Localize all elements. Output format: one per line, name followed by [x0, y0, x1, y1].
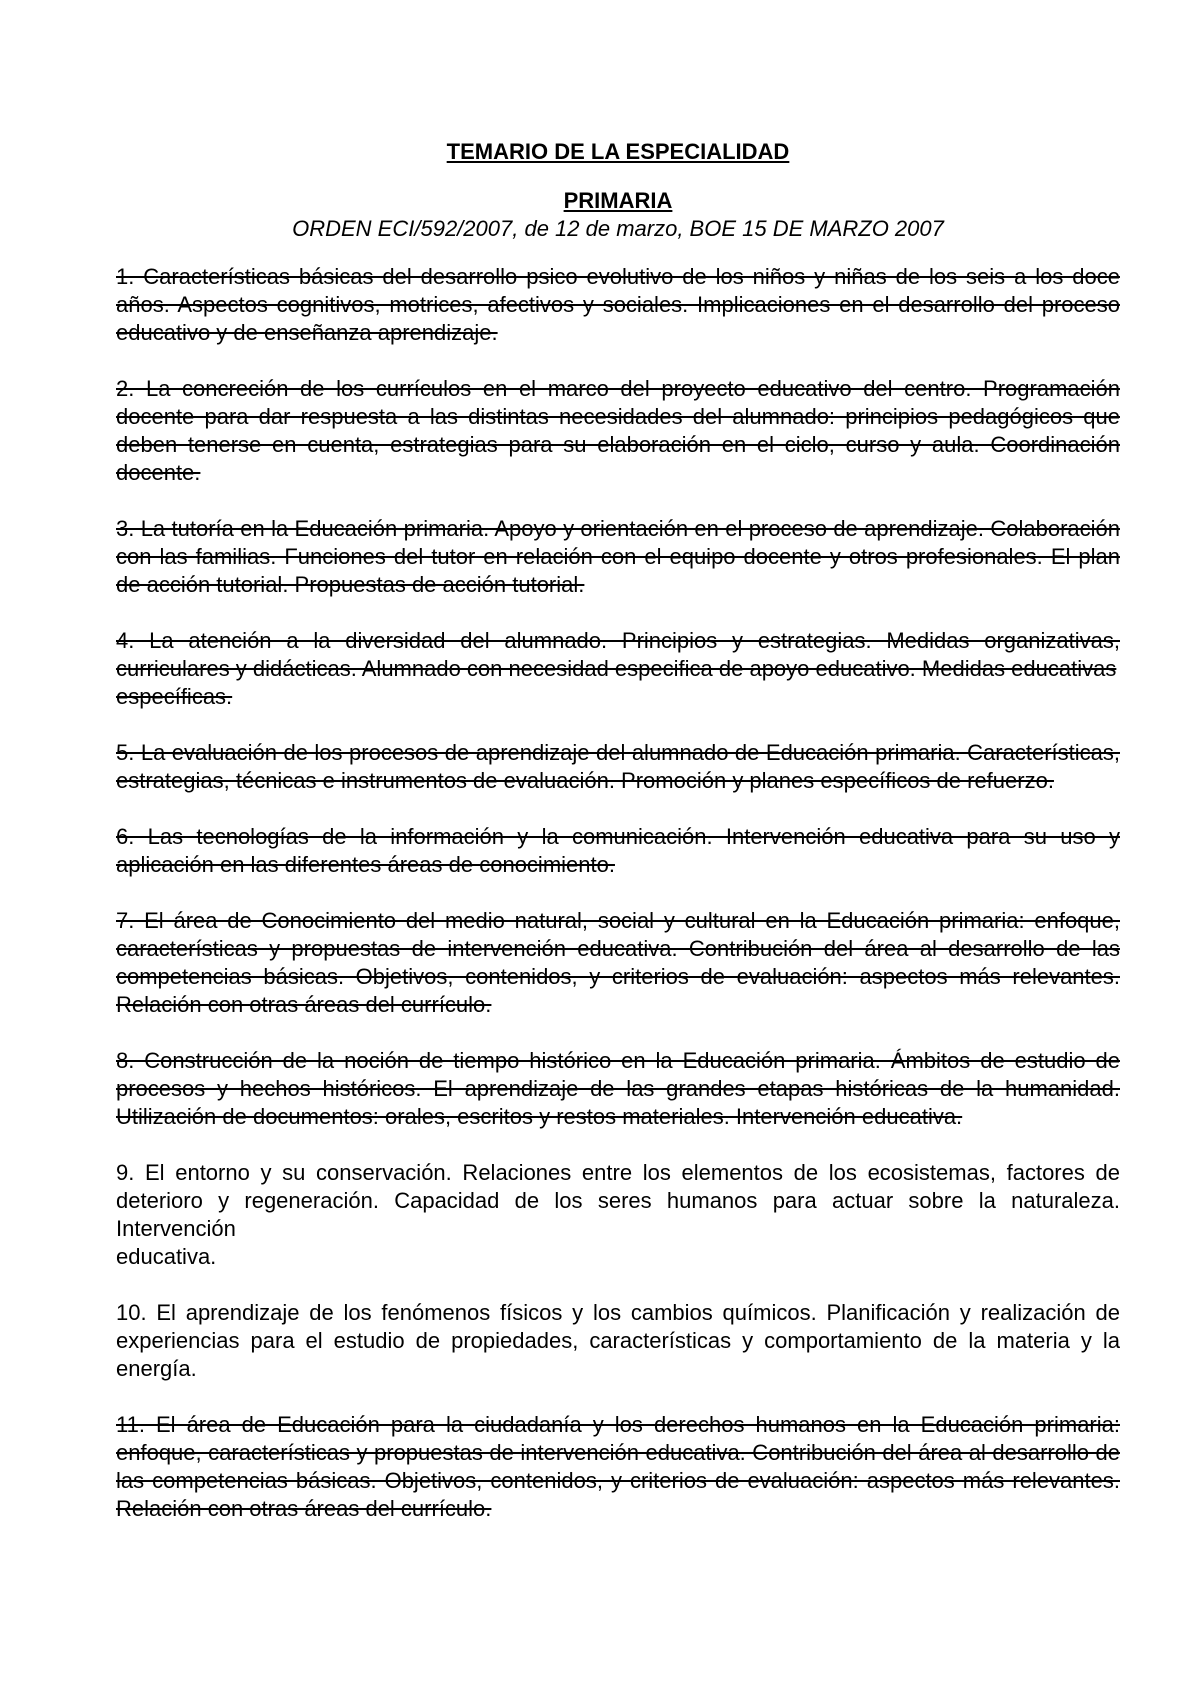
topic-text: 1. Características básicas del desarrollo psico evolutivo de los niños y niñas de los seis a los doce años. Aspectos cognitivos, motrices, afectivos y sociales. Implicaciones en el desarrollo del proceso educativo y de enseñanza aprendizaje. [116, 264, 1120, 345]
topic-6 [116, 823, 1120, 879]
topic-text-continuation: educativa. [116, 1244, 217, 1269]
topic-10 [116, 1299, 1120, 1383]
topic-2 [116, 375, 1120, 487]
topic-8 [116, 1047, 1120, 1131]
topic-text: 4. La atención a la diversidad del alumnado. Principios y estrategias. Medidas organizativas, curriculares y didácticas. Alumnado con necesidad especifica de apoyo educativo. Medidas educativas [116, 628, 1120, 681]
topic-9 [116, 1159, 1120, 1271]
topic-1 [116, 263, 1120, 347]
topic-text: 11. El área de Educación para la ciudadanía y los derechos humanos en la Educación primaria: enfoque, características y propuestas de intervención educativa. Contribución del área al desarrollo de las competencias básicas. Objetivos, contenidos, y criterios de evaluación: aspectos más relevantes. Relación con otras áreas del currículo. [116, 1412, 1120, 1521]
topic-3 [116, 515, 1120, 599]
legal-reference: ORDEN ECI/592/2007, de 12 de marzo, BOE 15 DE MARZO 2007 [292, 216, 944, 241]
document-title: TEMARIO DE LA ESPECIALIDAD [446, 139, 790, 164]
topic-text: 2. La concreción de los currículos en el marco del proyecto educativo del centro. Programación docente para dar respuesta a las distintas necesidades del alumnado: principios pedagógicos que deben tenerse en cuenta, estrategias para su elaboración en el ciclo, curso y aula. Coordinación docente. [116, 376, 1120, 485]
topic-5 [116, 739, 1120, 795]
topic-text: 8. Construcción de la noción de tiempo histórico en la Educación primaria. Ámbitos de estudio de procesos y hechos históricos. El aprendizaje de las grandes etapas históricas de la humanidad. Utilización de documentos: orales, escritos y restos materiales. Intervención educativa. [116, 1048, 1120, 1129]
topic-text: 7. El área de Conocimiento del medio natural, social y cultural en la Educación primaria: enfoque, características y propuestas de intervención educativa. Contribución del área al desarrollo de las competencias básicas. Objetivos, contenidos, y criterios de evaluación: aspectos más relevantes. Relación con otras áreas del currículo. [116, 908, 1120, 1017]
topic-text: 6. Las tecnologías de la información y la comunicación. Intervención educativa para su uso y aplicación en las diferentes áreas de conocimiento. [116, 824, 1120, 877]
topic-text: 3. La tutoría en la Educación primaria. Apoyo y orientación en el proceso de aprendizaje. Colaboración con las familias. Funciones del tutor en relación con el equipo docente y otros profesionales. El plan de acción tutorial. Propuestas de acción tutorial. [116, 516, 1120, 597]
topic-11 [116, 1411, 1120, 1523]
topic-text: 10. El aprendizaje de los fenómenos físicos y los cambios químicos. Planificación y realización de experiencias para el estudio de propiedades, características y comportamiento de la materia y la energía. [116, 1300, 1120, 1381]
topic-text: 5. La evaluación de los procesos de aprendizaje del alumnado de Educación primaria. Características, estrategias, técnicas e instrumentos de evaluación. Promoción y planes específicos de refuerzo. [116, 740, 1120, 793]
document-subtitle: PRIMARIA [563, 188, 673, 213]
topic-4 [116, 627, 1120, 711]
document-body [116, 138, 1120, 1551]
topic-text: 9. El entorno y su conservación. Relaciones entre los elementos de los ecosistemas, factores de deterioro y regeneración. Capacidad de los seres humanos para actuar sobre la naturaleza. Intervención [116, 1160, 1120, 1241]
topic-7 [116, 907, 1120, 1019]
topic-text-continuation: específicas. [116, 684, 233, 709]
